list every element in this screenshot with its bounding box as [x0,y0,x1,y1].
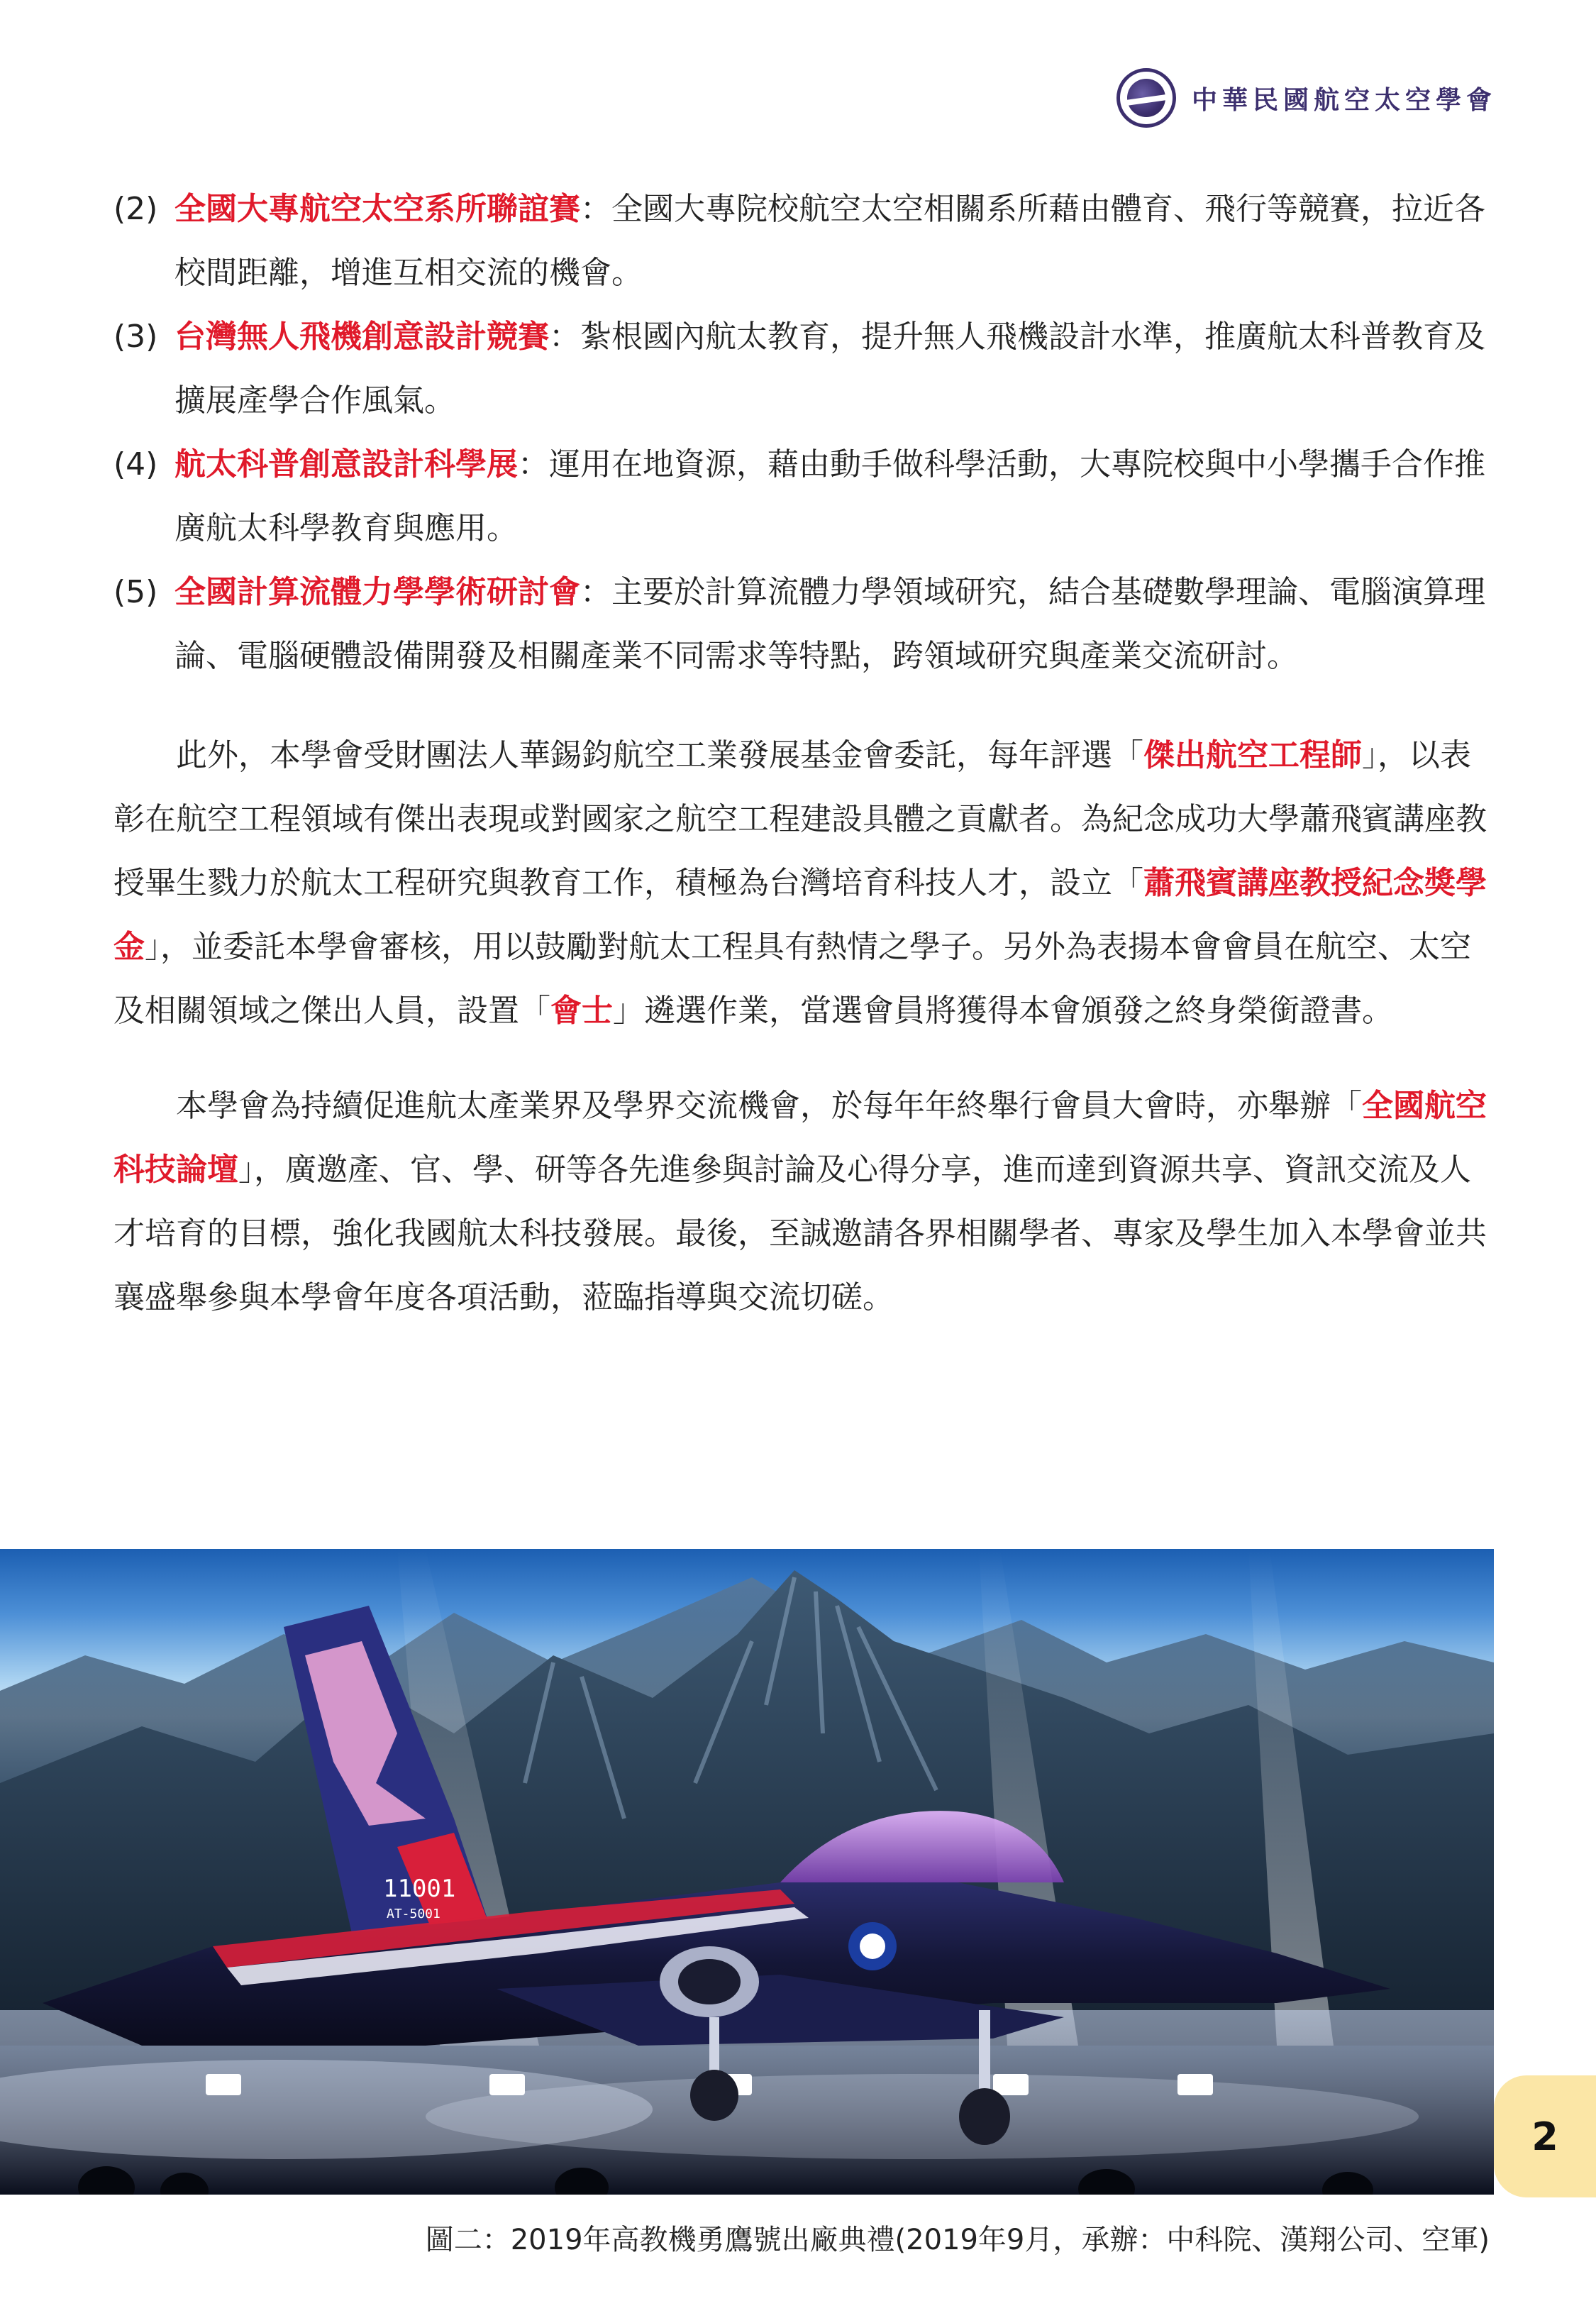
list-number: (3) [113,319,158,355]
list-item [113,433,1497,561]
paragraph-text: 」，並委託本學會審核，用以鼓勵對航太工程具有熱情之學子。另外為表揚本會會員在航空、太空及相關領域之傑出人員，設置「 [113,929,1471,1029]
list-item [113,561,1497,688]
paragraph-text: 此外，本學會受財團法人華錫鈞航空工業發展基金會委託，每年評選「 [176,737,1143,773]
paragraph-awards [113,724,1497,1043]
organization-name: 中華民國航空太空學會 [1191,85,1497,115]
list-item [113,305,1497,433]
item-text: ：紮根國內航太教育，提升無人飛機設計水準，推廣航太科普教育及擴展產學合作風氣。 [174,319,1485,419]
paragraph-text: 本學會為持續促進航太產業界及學界交流機會，於每年年終舉行會員大會時，亦舉辦「 [176,1088,1362,1124]
item-title: 全國計算流體力學學術研討會 [174,574,580,610]
highlight-forum: 全國航空科技論壇 [113,1088,1487,1188]
smoke-haze [426,2074,1419,2159]
item-text: ：全國大專院校航空太空相關系所藉由體育、飛行等競賽，拉近各校間距離，增進互相交流的機會。 [174,191,1485,291]
paragraph-text: 」，以表彰在航空工程領域有傑出表現或對國家之航空工程建設具體之貢獻者。為紀念成功大學蕭飛賓講座教授畢生戮力於航太工程研究與教育工作，積極為台灣培育科技人才，設立「 [113,737,1487,901]
list-item [113,177,1497,305]
item-title: 台灣無人飛機創意設計競賽 [174,319,549,355]
list-number: (2) [113,191,158,227]
header [1116,68,1497,128]
jet-mountain-illustration [0,1549,1494,2195]
paragraph-text: 」，廣邀產、官、學、研等各先進參與討論及心得分享，進而達到資源共享、資訊交流及人才培育的目標，強化我國航太科技發展。最後，至誠邀請各界相關學者、專家及學生加入本學會並共襄盛舉參與本學會年度各項活動，蒞臨指導與交流切磋。 [113,1152,1487,1315]
list-number: (4) [113,446,158,482]
society-logo [1116,68,1176,128]
item-title: 航太科普創意設計科學展 [174,446,518,482]
list-number: (5) [113,574,158,610]
item-title: 全國大專航空太空系所聯誼賽 [174,191,580,227]
tail-code: AT-5001 [387,1907,440,1921]
main-content [113,177,1497,1361]
event-photo [0,1549,1494,2195]
highlight-fellow: 會士 [550,993,613,1029]
tail-number: 11001 [383,1875,456,1903]
item-text: ：運用在地資源，藉由動手做科學活動，大專院校與中小學攜手合作推廣航太科學教育與應用。 [174,446,1485,546]
highlight-outstanding-engineer: 傑出航空工程師 [1143,737,1362,773]
highlight-scholarship: 蕭飛賓講座教授紀念獎學金 [113,865,1487,965]
page-number-badge [1494,2075,1596,2197]
item-text: ：主要於計算流體力學領域研究，結合基礎數學理論、電腦演算理論、電腦硬體設備開發及相關產業不同需求等特點，跨領域研究與產業交流研討。 [174,574,1485,674]
paragraph-forum [113,1074,1497,1330]
paragraph-text: 」遴選作業，當選會員將獲得本會頒發之終身榮銜證書。 [613,993,1393,1029]
figure-caption: 圖二：2019年高教機勇鷹號出廠典禮(2019年9月，承辦：中科院、漢翔公司、空軍) [425,2224,1490,2256]
page-number: 2 [1531,2114,1558,2159]
